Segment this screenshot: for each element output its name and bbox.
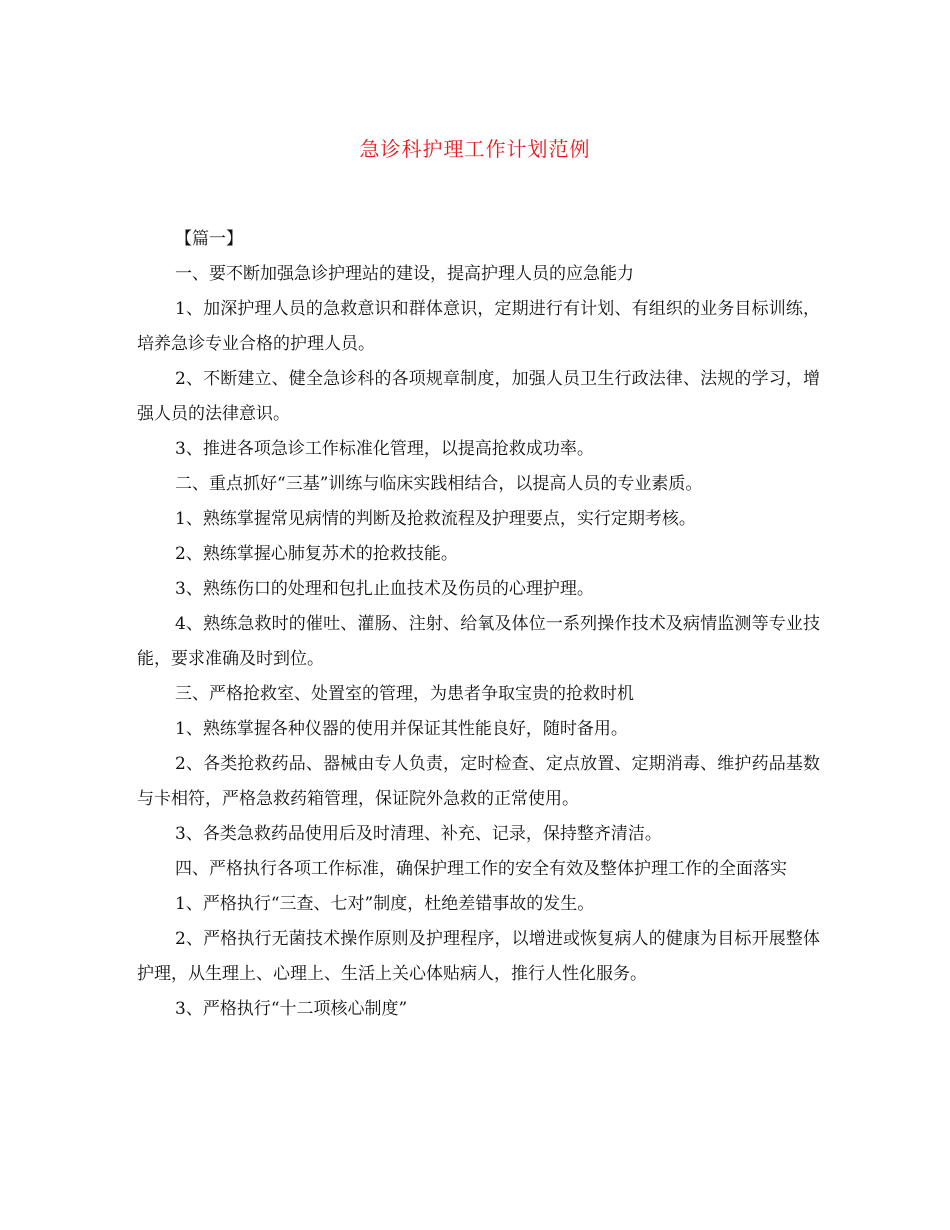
paragraph: 四、严格执行各项工作标准，确保护理工作的安全有效及整体护理工作的全面落实 <box>175 859 787 879</box>
paragraph: 2、不断建立、健全急诊科的各项规章制度，加强人员卫生行政法律、法规的学习，增强人员的法律意识。 <box>137 369 820 424</box>
paragraph: 3、推进各项急诊工作标准化管理，以提高抢救成功率。 <box>175 439 594 459</box>
paragraph: 2、严格执行无菌技术操作原则及护理程序，以增进或恢复病人的健康为目标开展整体护理，从生理上、心理上、生活上关心体贴病人，推行人性化服务。 <box>137 929 820 984</box>
paragraph: 1、熟练掌握常见病情的判断及抢救流程及护理要点，实行定期考核。 <box>175 509 696 529</box>
section-heading: 【篇一】 <box>175 229 243 249</box>
paragraph: 2、熟练掌握心肺复苏术的抢救技能。 <box>175 544 458 564</box>
document-title: 急诊科护理工作计划范例 <box>359 137 591 161</box>
paragraph: 1、加深护理人员的急救意识和群体意识，定期进行有计划、有组织的业务目标训练，培养急诊专业合格的护理人员。 <box>137 299 820 354</box>
paragraph: 1、严格执行“三查、七对”制度，杜绝差错事故的发生。 <box>175 894 595 914</box>
paragraph: 4、熟练急救时的催吐、灌肠、注射、给氧及体位一系列操作技术及病情监测等专业技能，要求准确及时到位。 <box>137 614 820 669</box>
paragraph: 2、各类抢救药品、器械由专人负责，定时检查、定点放置、定期消毒、维护药品基数与卡相符，严格急救药箱管理，保证院外急救的正常使用。 <box>137 754 820 809</box>
paragraph: 三、严格抢救室、处置室的管理，为患者争取宝贵的抢救时机 <box>175 684 634 704</box>
paragraph: 1、熟练掌握各种仪器的使用并保证其性能良好，随时备用。 <box>175 719 628 739</box>
paragraph: 一、要不断加强急诊护理站的建设，提高护理人员的应急能力 <box>175 264 634 284</box>
document-body <box>137 222 820 1027</box>
paragraph: 3、严格执行“十二项核心制度” <box>175 999 408 1019</box>
paragraph: 二、重点抓好“三基”训练与临床实践相结合，以提高人员的专业素质。 <box>175 474 703 494</box>
paragraph: 3、熟练伤口的处理和包扎止血技术及伤员的心理护理。 <box>175 579 594 599</box>
paragraph: 3、各类急救药品使用后及时清理、补充、记录，保持整齐清洁。 <box>175 824 662 844</box>
